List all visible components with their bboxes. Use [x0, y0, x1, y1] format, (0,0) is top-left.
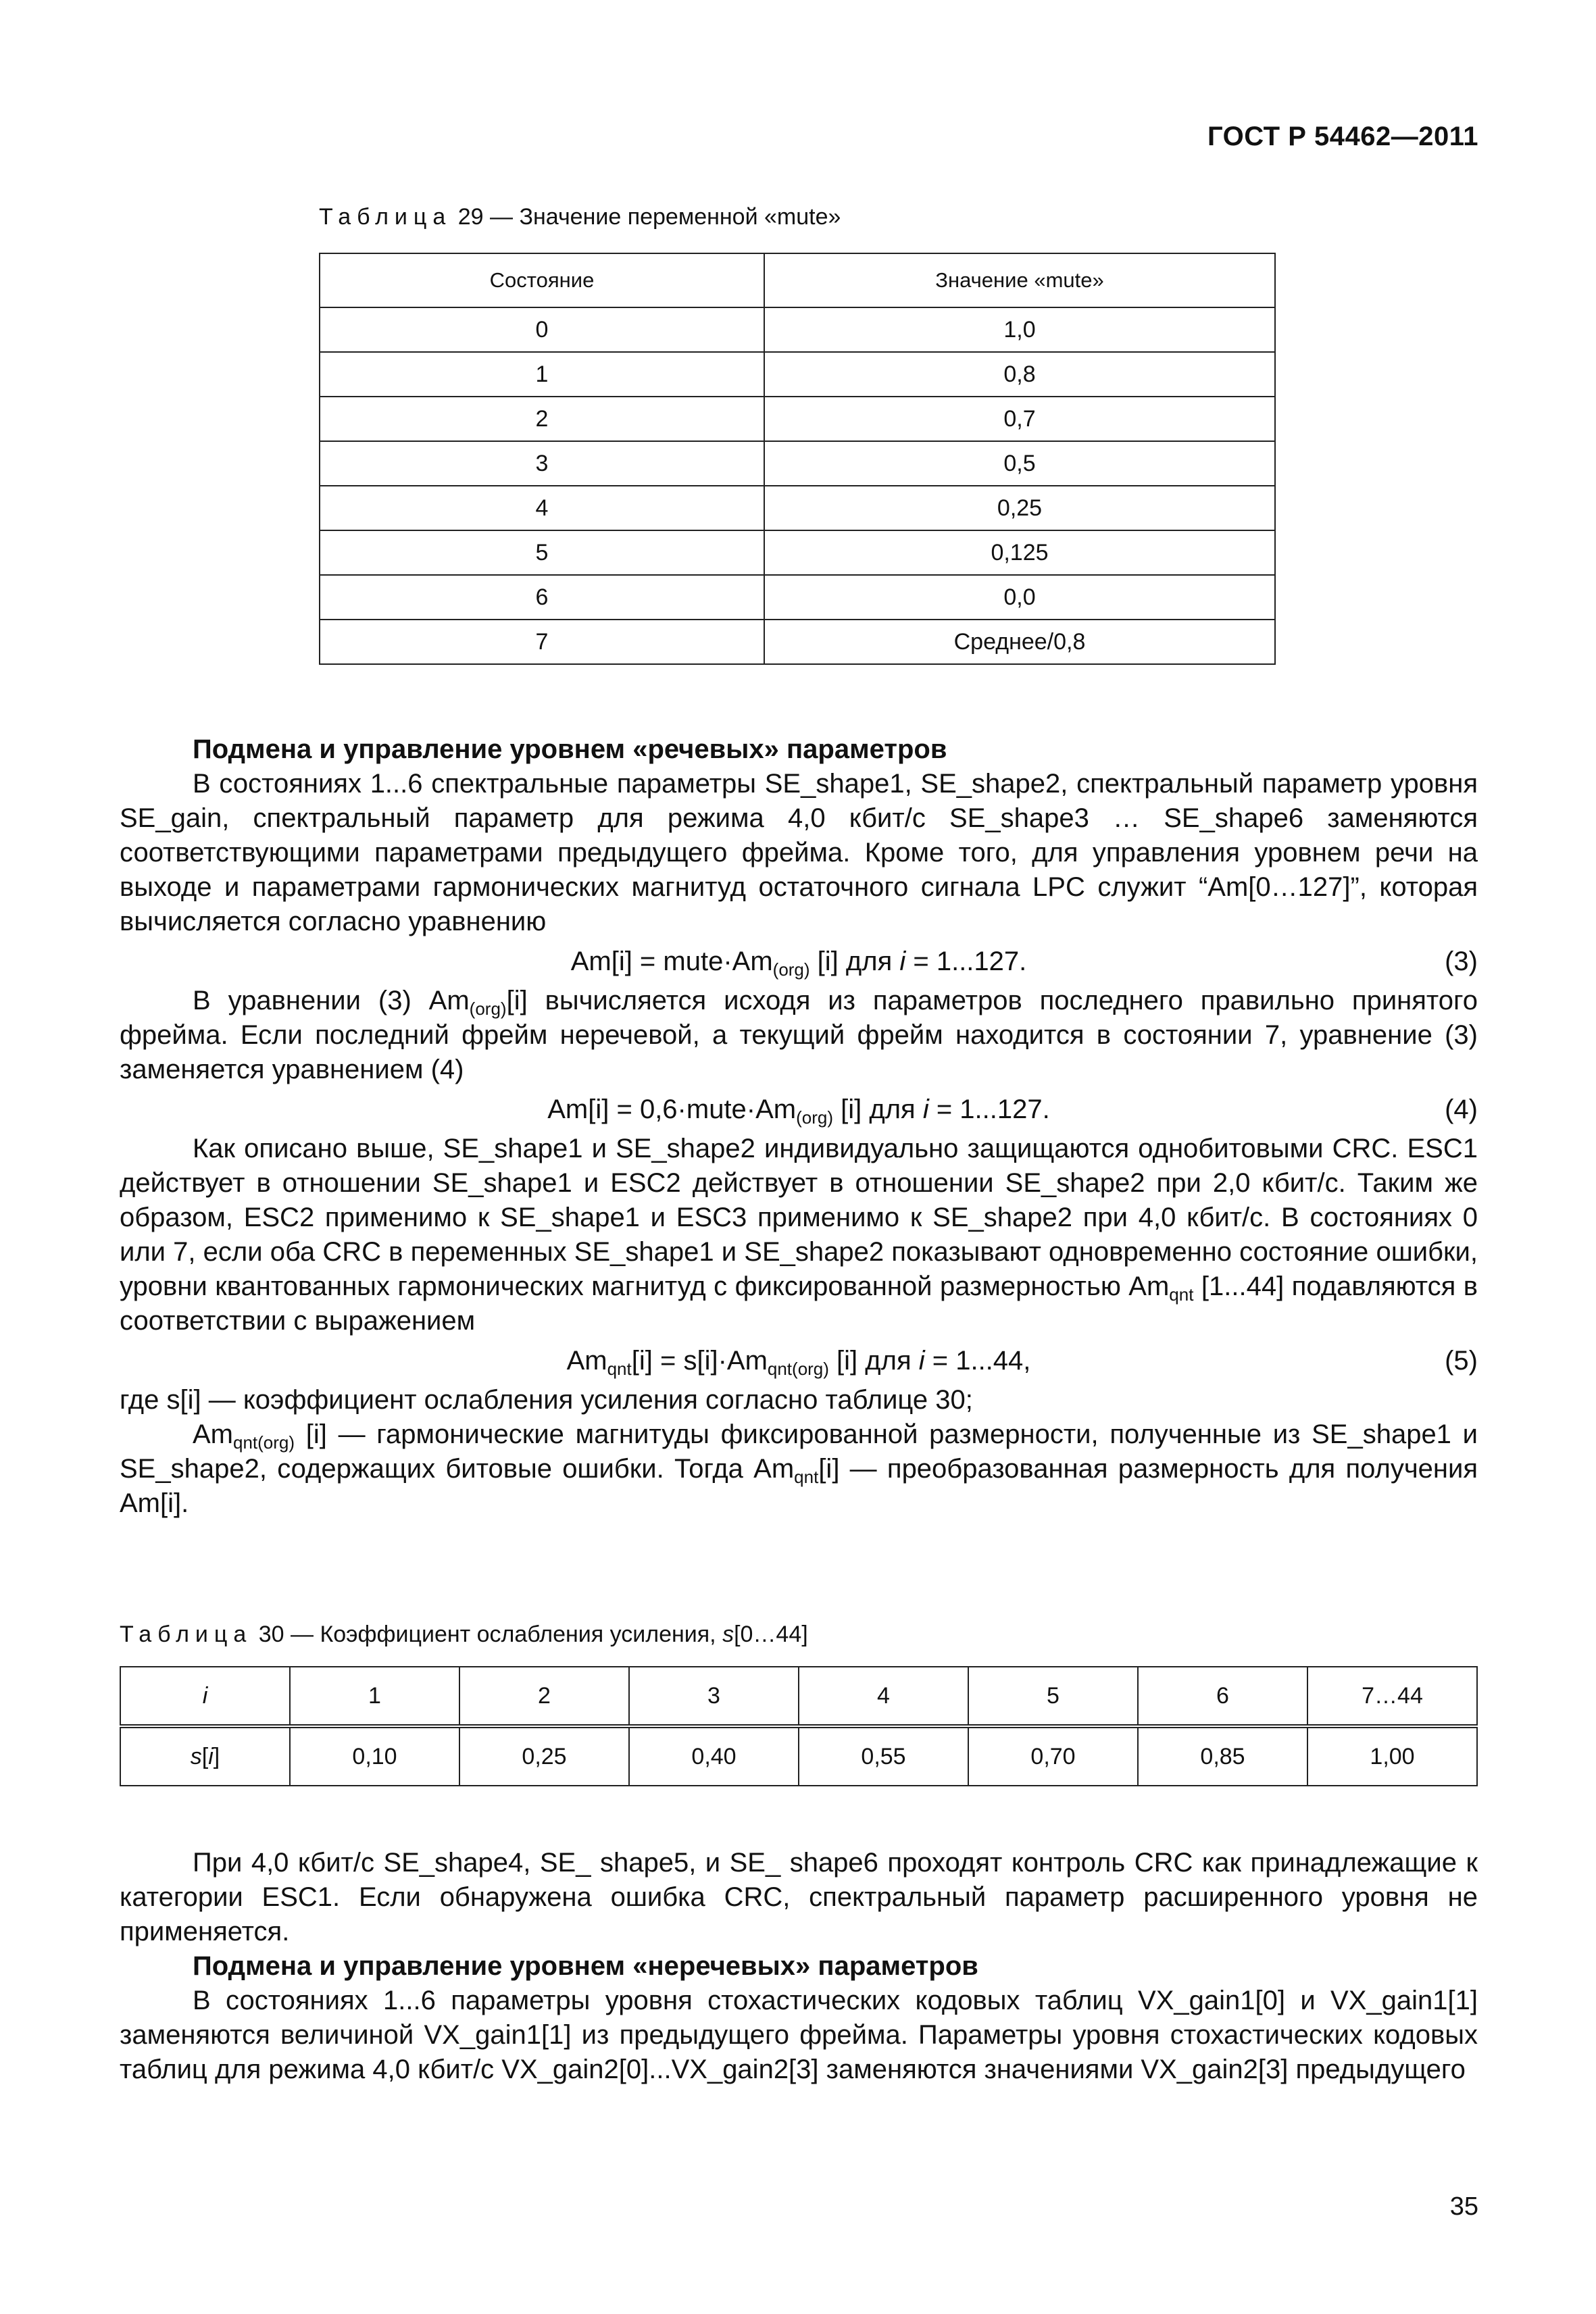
table-header-cell: 3 — [629, 1667, 799, 1726]
table-cell: 5 — [320, 530, 764, 575]
table-cell: s[i] — [120, 1726, 290, 1786]
table-header-cell: 2 — [459, 1667, 629, 1726]
document-header: ГОСТ Р 54462—2011 — [1207, 122, 1478, 151]
table-cell: 2 — [320, 397, 764, 441]
equation-4 — [120, 1087, 1478, 1132]
table-row — [320, 486, 1275, 530]
table29 — [319, 253, 1276, 665]
table-row — [120, 1726, 1477, 1786]
table-header-cell: Значение «mute» — [764, 253, 1275, 307]
section-heading-speech: Подмена и управление уровнем «речевых» параметров — [193, 734, 947, 764]
table-cell: 0,10 — [290, 1726, 459, 1786]
table-cell: 0,7 — [764, 397, 1275, 441]
paragraph: В уравнении (3) $Am_{(org)}[i]$ вычисляется исходя из параметров последнего правильно принятого фрейма. Если последний фрейм неречевой, а текущий фрейм находится в состоянии 7, уравнение (3) заменяется уравнением (4) — [120, 986, 1478, 1084]
equation-number: (3) — [1445, 947, 1478, 976]
table-header-cell: 7…44 — [1307, 1667, 1477, 1726]
table-cell: 0,85 — [1138, 1726, 1307, 1786]
table-header-cell: Состояние — [320, 253, 764, 307]
table-header-cell: 5 — [968, 1667, 1138, 1726]
section-nonspeech-params — [120, 1846, 1478, 2087]
equation-formula: $Am_{qnt}[i] = s[i]\cdot Am_{qnt(org)}$ [i] для i = 1...44, — [566, 1346, 1031, 1379]
equation-number: (5) — [1445, 1346, 1478, 1376]
table-cell: 0,125 — [764, 530, 1275, 575]
table30 — [120, 1666, 1478, 1786]
paragraph: При 4,0 кбит/с SE_shape4, SE_ shape5, и SE_ shape6 проходят контроль CRC как принадлежащие к категории ESC1. Если обнаружена ошибка CRC, спектральный параметр расширенного уровня не применяется. — [120, 1848, 1478, 1946]
table-cell: 0,25 — [764, 486, 1275, 530]
table-row — [320, 620, 1275, 664]
table-header-cell: 6 — [1138, 1667, 1307, 1726]
section-speech-params — [120, 732, 1478, 1521]
table29-caption: Таблица 29 — Значение переменной «mute» — [319, 204, 841, 230]
table-cell: 0,40 — [629, 1726, 799, 1786]
table-row — [320, 397, 1275, 441]
table-row — [320, 530, 1275, 575]
table-cell: 4 — [320, 486, 764, 530]
table-cell: 0,5 — [764, 441, 1275, 486]
table-cell: 0,70 — [968, 1726, 1138, 1786]
table-row — [320, 575, 1275, 620]
paragraph: В состояниях 1...6 спектральные параметры SE_shape1, SE_shape2, спектральный параметр уровня SE_gain, спектральный параметр для режима 4,0 кбит/с SE_shape3 … SE_shape6 заменяются соответствующими параметрами предыдущего фрейма. Кроме того, для управления уровнем речи на выходе и параметрами гармонических магнитуд остаточного сигнала LPC служит “Am[0…127]”, которая вычисляется согласно уравнению — [120, 769, 1478, 936]
table-header-cell: 1 — [290, 1667, 459, 1726]
table-header-row — [320, 253, 1275, 307]
paragraph: Как описано выше, SE_shape1 и SE_shape2 индивидуально защищаются однобитовыми CRC. ESC1 действует в отношении SE_shape1 и ESC2 действует в отношении SE_shape2 при 2,0 кбит/с. Таким же образом, ESC2 применимо к SE_shape1 и ESC3 применимо к SE_shape2 при 4,0 кбит/с. В состояниях 0 или 7, если оба CRC в переменных SE_shape1 и SE_shape2 показывают одновременно состояние ошибки, уровни квантованных гармонических магнитуд с фиксированной размерностью $Am_{qnt}$ [1...44] подавляются в соответствии с выражением — [120, 1134, 1478, 1336]
table-row — [320, 352, 1275, 397]
table-header-cell: i — [120, 1667, 290, 1726]
equation-formula: $Am[i] = 0,6\cdot mute\cdot Am_{(org)}$ [i] для i = 1...127. — [547, 1095, 1050, 1128]
table-cell: 0,55 — [799, 1726, 968, 1786]
table-cell: 1 — [320, 352, 764, 397]
section-heading-nonspeech: Подмена и управление уровнем «неречевых» параметров — [193, 1951, 978, 1981]
table-cell: 1,00 — [1307, 1726, 1477, 1786]
table-cell: Среднее/0,8 — [764, 620, 1275, 664]
page-number: 35 — [1449, 2192, 1478, 2221]
table-cell: 3 — [320, 441, 764, 486]
table-row — [320, 441, 1275, 486]
equation-number: (4) — [1445, 1095, 1478, 1124]
table-header-cell: 4 — [799, 1667, 968, 1726]
table-cell: 6 — [320, 575, 764, 620]
table-header-row — [120, 1667, 1477, 1726]
table-cell: 1,0 — [764, 307, 1275, 352]
table-cell: 0 — [320, 307, 764, 352]
table-cell: 7 — [320, 620, 764, 664]
paragraph: $Am_{qnt(org)}$ [i] — гармонические магнитуды фиксированной размерности, полученные из SE_shape1 и SE_shape2, содержащих битовые ошибки. Тогда $Am_{qnt}[i]$ — преобразованная размерность для получения Am[i]. — [120, 1419, 1478, 1518]
table30-caption: Таблица 30 — Коэффициент ослабления усиления, s[0…44] — [120, 1621, 808, 1647]
equation-3 — [120, 939, 1478, 984]
equation-formula: $Am[i] = mute\cdot Am_{(org)}$ [i] для i = 1...127. — [570, 947, 1027, 980]
table-cell: 0,0 — [764, 575, 1275, 620]
table-cell: 0,25 — [459, 1726, 629, 1786]
paragraph: где s[i] — коэффициент ослабления усиления согласно таблице 30; — [120, 1385, 973, 1415]
paragraph: В состояниях 1...6 параметры уровня стохастических кодовых таблиц VX_gain1[0] и VX_gain1[1] заменяются величиной VX_gain1[1] из предыдущего фрейма. Параметры уровня стохастических кодовых таблиц для режима 4,0 кбит/с VX_gain2[0]...VX_gain2[3] заменяются значениями VX_gain2[3] предыдущего — [120, 1986, 1478, 2084]
table-cell: 0,8 — [764, 352, 1275, 397]
table-row — [320, 307, 1275, 352]
equation-5 — [120, 1338, 1478, 1383]
